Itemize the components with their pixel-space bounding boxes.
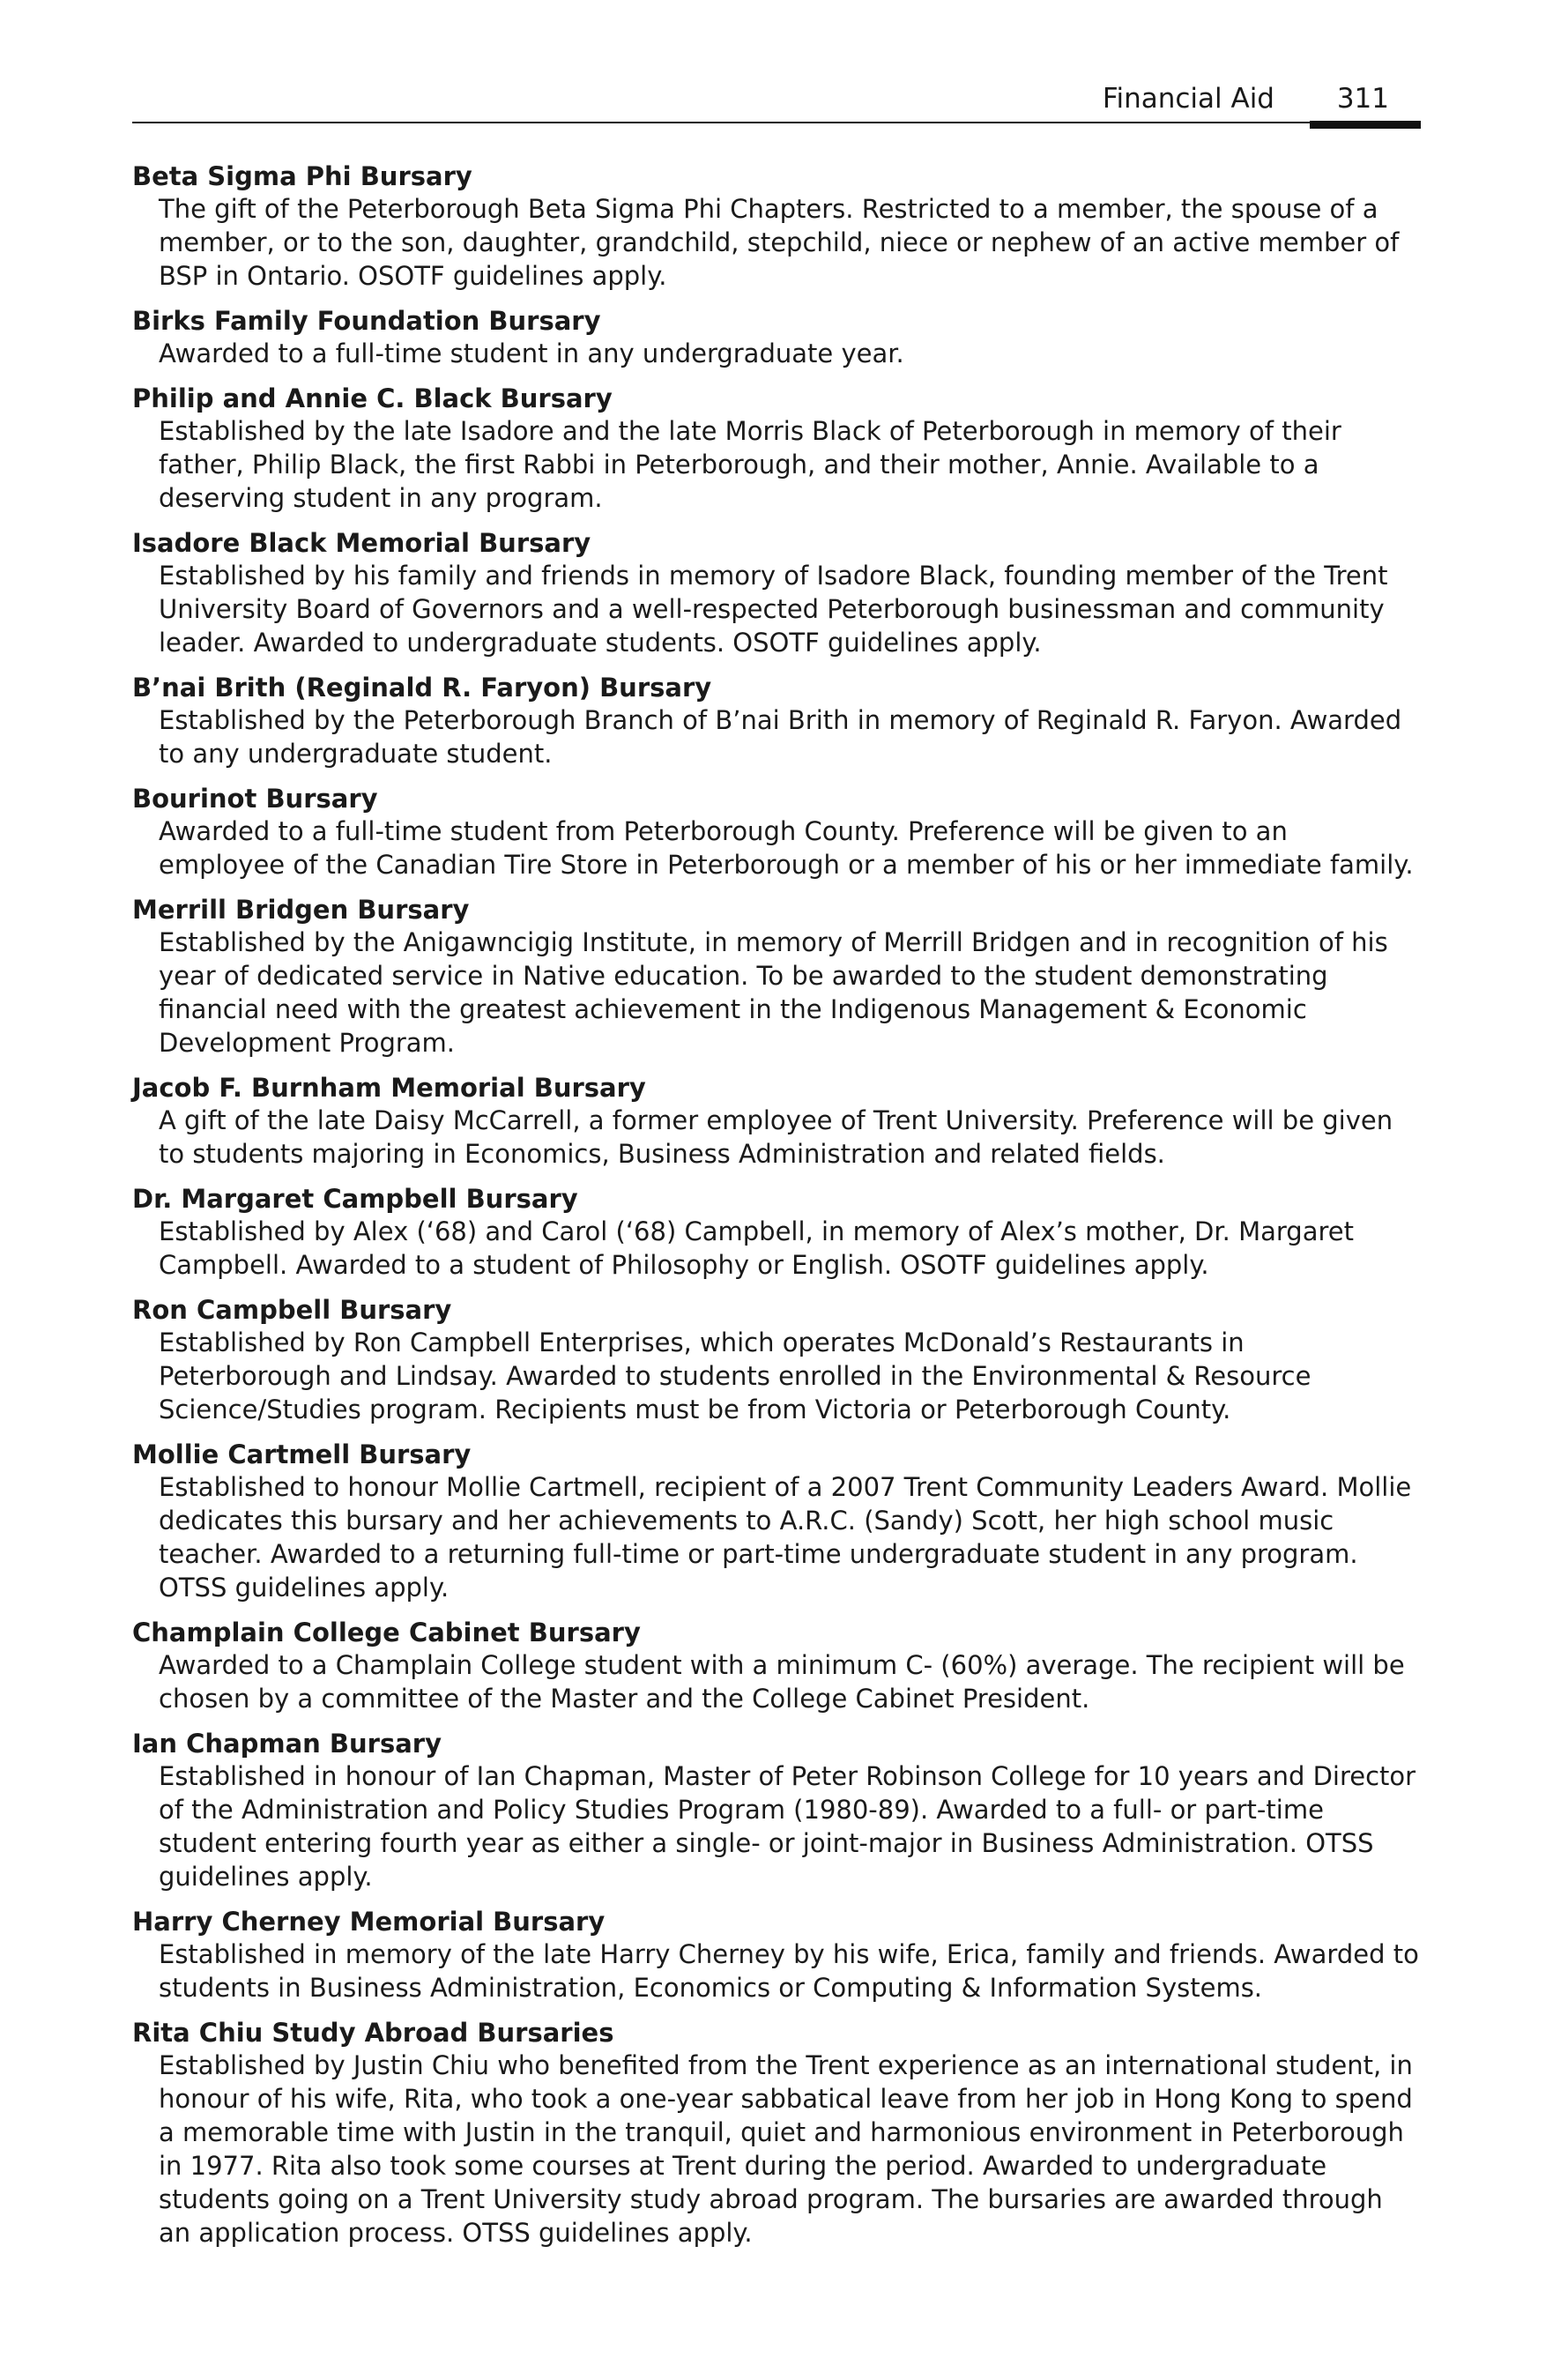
bursary-description: Established to honour Mollie Cartmell, recipient of a 2007 Trent Community Leaders Award. Mollie dedicates this bursary and her achievements to A.R.C. (Sandy) Scott, her high school music teacher. Awarded to a returning full-time or part-time undergraduate student in any program. OTSS guidelines apply. [159, 1472, 1412, 1603]
bursary-entry [132, 1439, 1421, 1604]
bursary-title: Ian Chapman Bursary [132, 1729, 442, 1759]
bursary-title: Harry Cherney Memorial Bursary [132, 1907, 606, 1937]
bursary-description: Established in memory of the late Harry Cherney by his wife, Erica, family and friends. Awarded to students in Business Administration, Economics or Computing & Information Systems. [159, 1939, 1419, 2003]
bursary-description: Established by his family and friends in memory of Isadore Black, founding member of the Trent University Board of Governors and a well-respected Peterborough businessman and community leader. Awarded to undergraduate students. OSOTF guidelines apply. [159, 561, 1388, 658]
header-rule [132, 122, 1421, 123]
bursary-entry [132, 1906, 1421, 2004]
bursary-title: Beta Sigma Phi Bursary [132, 161, 472, 191]
bursary-entry [132, 383, 1421, 515]
bursary-entry [132, 527, 1421, 659]
bursary-title: B’nai Brith (Reginald R. Faryon) Bursary [132, 673, 712, 703]
bursary-description: Established by Alex (‘68) and Carol (‘68) Campbell, in memory of Alex’s mother, Dr. Margaret Campbell. Awarded to a student of Philosophy or English. OSOTF guidelines apply. [159, 1216, 1354, 1280]
bursary-entry [132, 2017, 1421, 2250]
bursary-entry [132, 305, 1421, 370]
bursary-description: A gift of the late Daisy McCarrell, a former employee of Trent University. Preference will be given to students majoring in Economics, Business Administration and related fields. [159, 1105, 1393, 1169]
bursary-title: Ron Campbell Bursary [132, 1295, 452, 1325]
bursary-list [132, 160, 1421, 2262]
bursary-entry [132, 783, 1421, 881]
bursary-title: Champlain College Cabinet Bursary [132, 1618, 641, 1647]
bursary-description: Established by the Anigawncigig Institute, in memory of Merrill Bridgen and in recognition of his year of dedicated service in Native education. To be awarded to the student demonstrating financial need with the greatest achievement in the Indigenous Management & Economic Development Program. [159, 927, 1388, 1058]
page-number: 311 [1336, 83, 1389, 115]
bursary-description: The gift of the Peterborough Beta Sigma Phi Chapters. Restricted to a member, the spouse of a member, or to the son, daughter, grandchild, stepchild, niece or nephew of an active member of BSP in Ontario. OSOTF guidelines apply. [159, 194, 1400, 291]
bursary-title: Dr. Margaret Campbell Bursary [132, 1184, 578, 1214]
bursary-entry [132, 1617, 1421, 1715]
bursary-entry [132, 160, 1421, 293]
bursary-description: Established by the Peterborough Branch of B’nai Brith in memory of Reginald R. Faryon. Awarded to any undergraduate student. [159, 705, 1402, 769]
page-header [132, 81, 1421, 134]
bursary-description: Awarded to a full-time student from Peterborough County. Preference will be given to an employee of the Canadian Tire Store in Peterborough or a member of his or her immediate family. [159, 816, 1414, 880]
bursary-title: Birks Family Foundation Bursary [132, 306, 601, 336]
bursary-description: Established by Ron Campbell Enterprises, which operates McDonald’s Restaurants in Peterborough and Lindsay. Awarded to students enrolled in the Environmental & Resource Science/Studies program. Recipients must be from Victoria or Peterborough County. [159, 1328, 1312, 1424]
bursary-title: Philip and Annie C. Black Bursary [132, 383, 613, 413]
bursary-entry [132, 894, 1421, 1060]
bursary-description: Awarded to a full-time student in any undergraduate year. [159, 338, 904, 368]
bursary-entry [132, 1072, 1421, 1171]
bursary-title: Bourinot Bursary [132, 784, 378, 814]
bursary-title: Merrill Bridgen Bursary [132, 895, 470, 925]
bursary-description: Established by Justin Chiu who benefited from the Trent experience as an international student, in honour of his wife, Rita, who took a one-year sabbatical leave from her job in Hong Kong to spend a memorable time with Justin in the tranquil, quiet and harmonious environment in Peterborough in 1977. Rita also took some courses at Trent during the period. Awarded to undergraduate students going on a Trent University study abroad program. The bursaries are awarded through an application process. OTSS guidelines apply. [159, 2050, 1413, 2248]
bursary-entry [132, 1728, 1421, 1893]
bursary-entry [132, 1294, 1421, 1426]
bursary-title: Rita Chiu Study Abroad Bursaries [132, 2018, 614, 2048]
bursary-title: Isadore Black Memorial Bursary [132, 528, 591, 558]
bursary-entry [132, 1183, 1421, 1282]
bursary-entry [132, 672, 1421, 770]
bursary-title: Jacob F. Burnham Memorial Bursary [132, 1073, 646, 1103]
header-tab-bar [1310, 121, 1421, 129]
bursary-description: Established by the late Isadore and the late Morris Black of Peterborough in memory of their father, Philip Black, the first Rabbi in Peterborough, and their mother, Annie. Available to a deserving student in any program. [159, 416, 1341, 513]
bursary-description: Established in honour of Ian Chapman, Master of Peter Robinson College for 10 years and Director of the Administration and Policy Studies Program (1980-89). Awarded to a full- or part-time student entering fourth year as either a single- or joint-major in Business Administration. OTSS guidelines apply. [159, 1761, 1416, 1892]
running-header-section: Financial Aid [1102, 83, 1274, 115]
bursary-description: Awarded to a Champlain College student with a minimum C- (60%) average. The recipient will be chosen by a committee of the Master and the College Cabinet President. [159, 1650, 1405, 1714]
bursary-title: Mollie Cartmell Bursary [132, 1439, 472, 1469]
